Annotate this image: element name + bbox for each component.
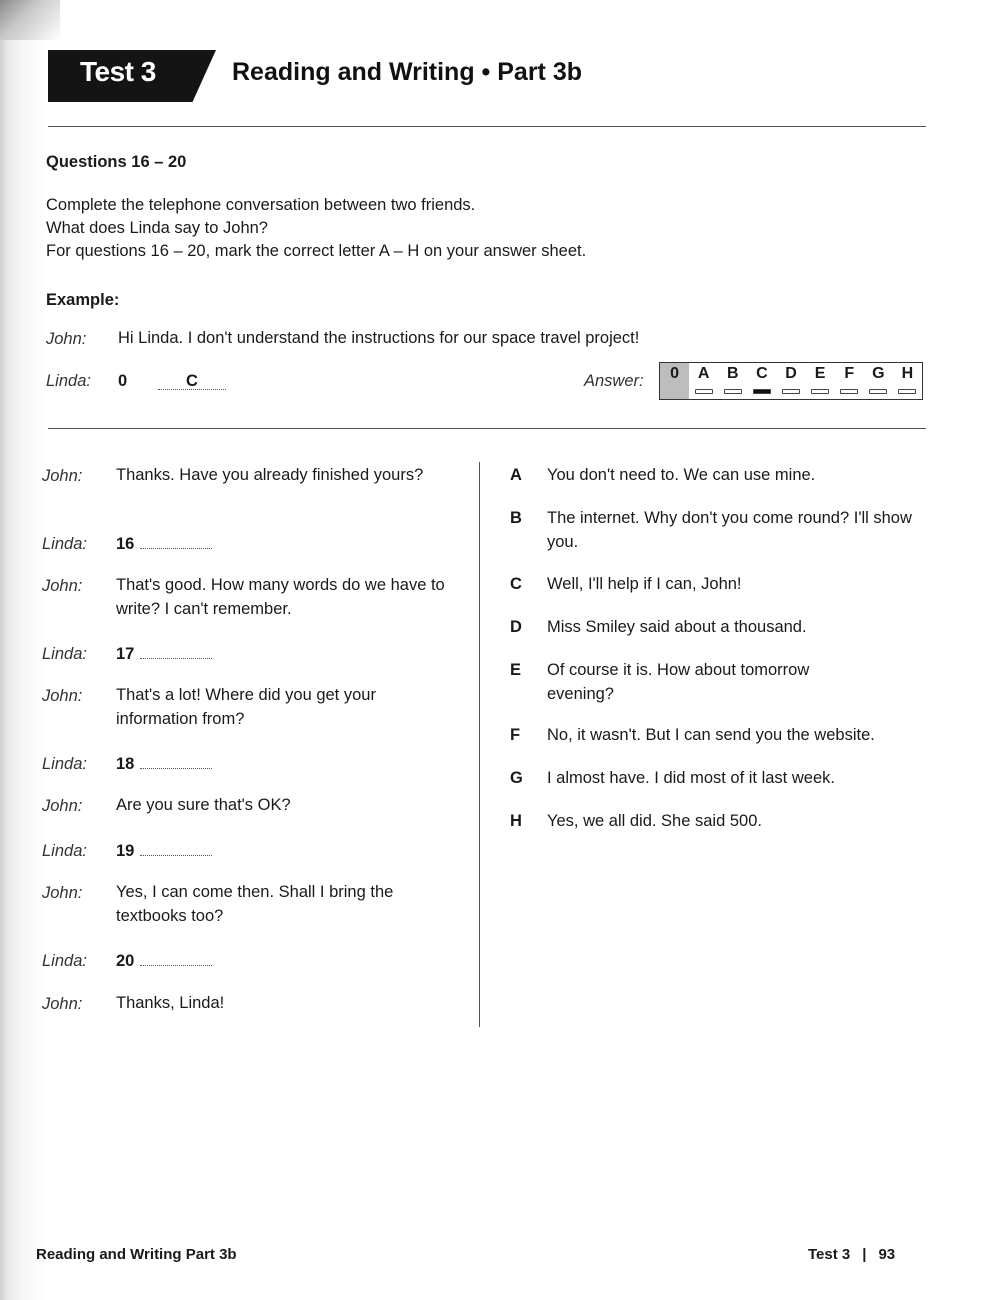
gap-number: 16 <box>116 535 135 553</box>
bubble <box>898 389 916 394</box>
option-letter-a: A <box>510 466 522 484</box>
gap-20 <box>116 949 212 973</box>
option-text-e: Of course it is. How about tomorrow evening? <box>547 661 810 703</box>
answer-sheet-example <box>659 362 923 400</box>
answer-blank[interactable] <box>140 644 212 659</box>
dialogue-line: That's a lot! Where did you get your information from? <box>116 686 376 728</box>
option-text-g: I almost have. I did most of it last week. <box>547 769 835 787</box>
dialogue-speaker: John: <box>42 884 83 902</box>
answer-letter: D <box>785 365 797 382</box>
example-linda-speaker: Linda: <box>46 372 91 390</box>
answer-letter: F <box>844 365 855 382</box>
answer-bubble-h <box>893 363 922 399</box>
answer-blank[interactable] <box>140 534 212 549</box>
option-letter-e: E <box>510 661 522 679</box>
answer-bubble-f <box>835 363 864 399</box>
bubble <box>869 389 887 394</box>
answer-label: Answer: <box>584 372 644 390</box>
dialogue-speaker: John: <box>42 687 83 705</box>
option-text-f: No, it wasn't. But I can send you the website. <box>547 726 875 744</box>
footer-page-info <box>808 1246 895 1263</box>
answer-letter: G <box>872 365 885 382</box>
option-letter-b: B <box>510 509 522 527</box>
option-letter-h: H <box>510 812 522 830</box>
dialogue-speaker: Linda: <box>42 842 87 860</box>
dialogue-line: Thanks. Have you already finished yours? <box>116 466 424 484</box>
gap-number: 18 <box>116 755 135 773</box>
dialogue-speaker: Linda: <box>42 535 87 553</box>
dialogue-line: Yes, I can come then. Shall I bring the textbooks too? <box>116 883 394 925</box>
answer-blank[interactable] <box>140 841 212 856</box>
instruction-line-3: For questions 16 – 20, mark the correct letter A – H on your answer sheet. <box>46 242 587 260</box>
scan-shadow <box>0 0 46 1300</box>
example-answer: C <box>158 369 226 390</box>
dialogue-speaker: John: <box>42 577 83 595</box>
answer-letter: C <box>756 365 768 382</box>
column-divider <box>479 462 480 1027</box>
gap-number: 20 <box>116 952 135 970</box>
answer-letter: B <box>726 365 739 382</box>
answer-bubble-b <box>718 363 747 399</box>
gap-number: 17 <box>116 645 135 663</box>
option-text-h: Yes, we all did. She said 500. <box>547 812 762 830</box>
answer-bubble-e <box>806 363 835 399</box>
example-john-line: Hi Linda. I don't understand the instructions for our space travel project! <box>118 329 640 347</box>
answer-bubble-a <box>689 363 718 399</box>
footer-separator: | <box>862 1246 867 1263</box>
dialogue-speaker: Linda: <box>42 755 87 773</box>
instruction-line-1: Complete the telephone conversation between two friends. <box>46 196 476 214</box>
example-label: Example: <box>46 291 120 309</box>
answer-bubble-d <box>776 363 805 399</box>
gap-number: 19 <box>116 842 135 860</box>
option-letter-f: F <box>510 726 521 744</box>
example-john-speaker: John: <box>46 330 87 348</box>
option-letter-g: G <box>510 769 523 787</box>
page-title: Reading and Writing • Part 3b <box>232 58 582 86</box>
instruction-line-2: What does Linda say to John? <box>46 219 268 237</box>
answer-bubble-c <box>747 363 776 399</box>
example-number: 0 <box>118 372 128 390</box>
gap-16 <box>116 532 212 556</box>
gap-19 <box>116 839 212 863</box>
dialogue-line: Thanks, Linda! <box>116 994 225 1012</box>
test-tab-label: Test 3 <box>80 56 156 87</box>
page-number: 93 <box>878 1246 896 1263</box>
dialogue-line: Are you sure that's OK? <box>116 796 291 814</box>
bubble <box>724 389 742 394</box>
scan-corner <box>0 0 60 40</box>
dialogue-speaker: Linda: <box>42 645 87 663</box>
example-rule <box>48 428 926 429</box>
option-text-c: Well, I'll help if I can, John! <box>547 575 742 593</box>
answer-index: 0 <box>670 365 679 382</box>
option-text-a: You don't need to. We can use mine. <box>547 466 816 484</box>
questions-heading: Questions 16 – 20 <box>46 153 187 171</box>
bubble <box>695 389 713 394</box>
dialogue-speaker: Linda: <box>42 952 87 970</box>
dialogue-line: That's good. How many words do we have to write? I can't remember. <box>116 576 445 618</box>
gap-18 <box>116 752 212 776</box>
bubble <box>811 389 829 394</box>
answer-bubble-g <box>864 363 893 399</box>
dialogue-speaker: John: <box>42 995 83 1013</box>
option-letter-c: C <box>510 575 522 593</box>
answer-blank[interactable] <box>140 754 212 769</box>
dialogue-speaker: John: <box>42 467 83 485</box>
gap-17 <box>116 642 212 666</box>
bubble <box>840 389 858 394</box>
bubble-filled <box>753 389 771 394</box>
option-text-d: Miss Smiley said about a thousand. <box>547 618 807 636</box>
answer-blank[interactable] <box>140 951 212 966</box>
answer-index-cell <box>660 363 689 399</box>
footer-section: Reading and Writing Part 3b <box>36 1246 237 1263</box>
answer-letter: A <box>697 365 710 382</box>
header-rule <box>48 126 926 127</box>
answer-letter: E <box>814 365 826 382</box>
option-text-b: The internet. Why don't you come round? I'll show you. <box>547 509 912 551</box>
dialogue-speaker: John: <box>42 797 83 815</box>
footer-test: Test 3 <box>808 1246 851 1263</box>
option-letter-d: D <box>510 618 522 636</box>
answer-letter: H <box>901 365 914 382</box>
bubble <box>782 389 800 394</box>
